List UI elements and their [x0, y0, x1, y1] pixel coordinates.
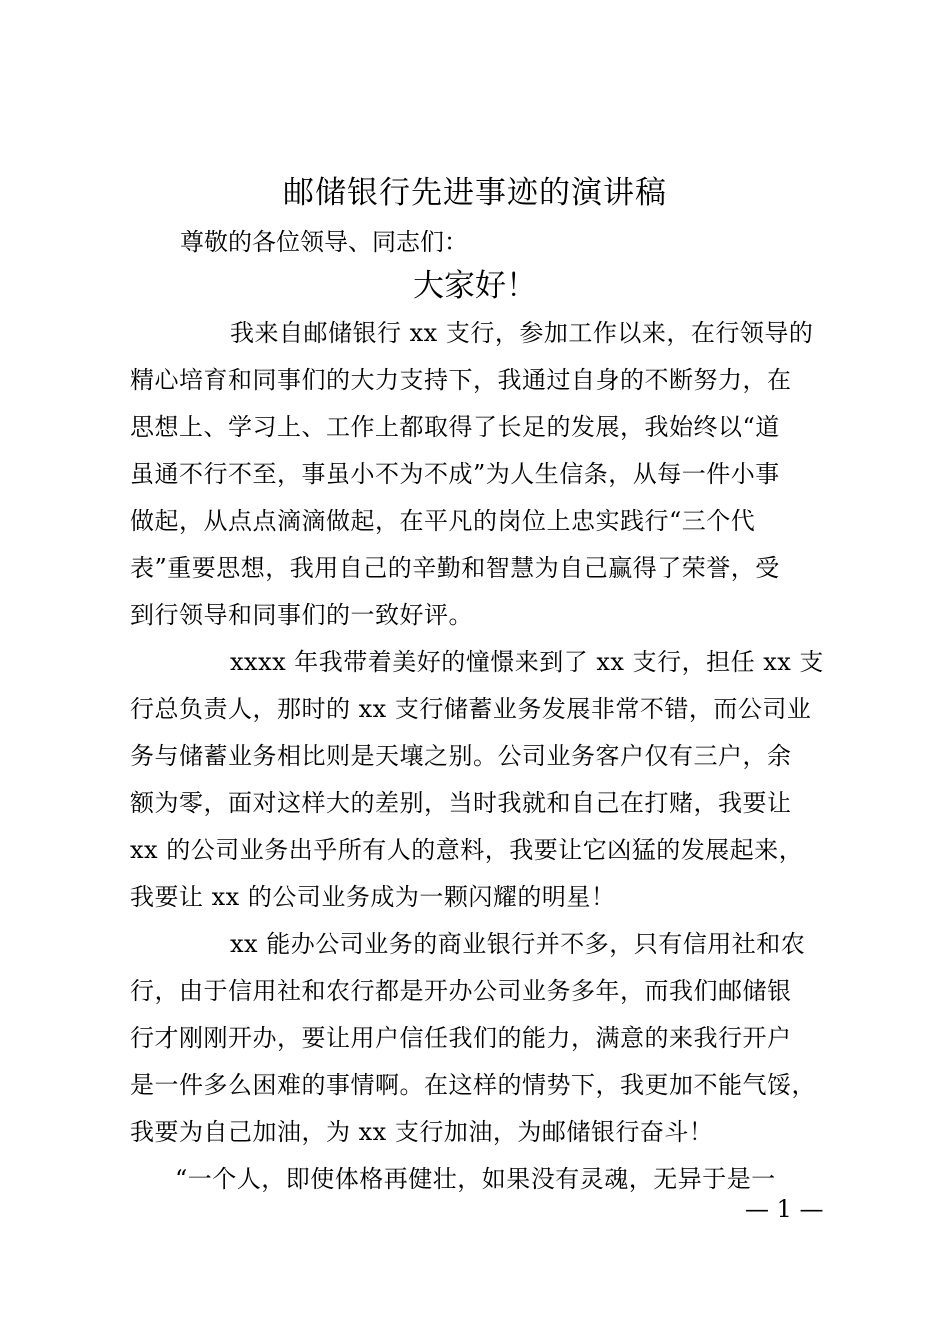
- document-title: 邮储银行先进事迹的演讲稿: [283, 175, 667, 211]
- paragraph-1-line-1: 我来自邮储银行 xx 支行，参加工作以来，在行领导的: [230, 319, 814, 347]
- paragraph-3-line-1: xx 能办公司业务的商业银行并不多，只有信用社和农: [230, 930, 806, 958]
- paragraph-1-line-2: 精心培育和同事们的大力支持下，我通过自身的不断努力，在: [130, 366, 792, 394]
- paragraph-2-line-3: 务与储蓄业务相比则是天壤之别。公司业务客户仅有三户，余: [130, 742, 792, 770]
- salutation: 尊敬的各位领导、同志们：: [180, 228, 468, 256]
- paragraph-1-line-5: 做起，从点点滴滴做起，在平凡的岗位上忠实践行“三个代: [130, 507, 756, 535]
- greeting: 大家好！: [413, 268, 537, 304]
- paragraph-2-line-6: 我要让 xx 的公司业务成为一颗闪耀的明星！: [130, 883, 616, 911]
- paragraph-2-line-4: 额为零，面对这样大的差别，当时我就和自己在打赌，我要让: [130, 789, 792, 817]
- paragraph-1-line-7: 到行领导和同事们的一致好评。: [130, 601, 473, 629]
- paragraph-3-line-3: 行才刚刚开办，要让用户信任我们的能力，满意的来我行开户: [130, 1024, 792, 1052]
- paragraph-1-line-4: 虽通不行不至，事虽小不为不成”为人生信条，从每一件小事: [130, 460, 780, 488]
- paragraph-2-line-2: 行总负责人，那时的 xx 支行储蓄业务发展非常不错，而公司业: [130, 695, 812, 723]
- paragraph-1-line-3: 思想上、学习上、工作上都取得了长足的发展，我始终以“道: [130, 413, 780, 441]
- paragraph-2-line-5: xx 的公司业务出乎所有人的意料，我要让它凶猛的发展起来，: [130, 836, 804, 864]
- page-number: — 1 —: [745, 1195, 824, 1223]
- paragraph-2-line-1: xxxx 年我带着美好的憧憬来到了 xx 支行，担任 xx 支: [230, 648, 824, 676]
- paragraph-1-line-6: 表”重要思想，我用自己的辛勤和智慧为自己赢得了荣誉，受: [130, 554, 780, 582]
- paragraph-3-line-2: 行，由于信用社和农行都是开办公司业务多年，而我们邮储银: [130, 977, 792, 1005]
- paragraph-4-line-1: “一个人，即使体格再健壮，如果没有灵魂，无异于是一: [175, 1165, 776, 1193]
- paragraph-3-line-4: 是一件多么困难的事情啊。在这样的情势下，我更加不能气馁，: [130, 1071, 816, 1099]
- paragraph-3-line-5: 我要为自己加油，为 xx 支行加油，为邮储银行奋斗！: [130, 1118, 714, 1146]
